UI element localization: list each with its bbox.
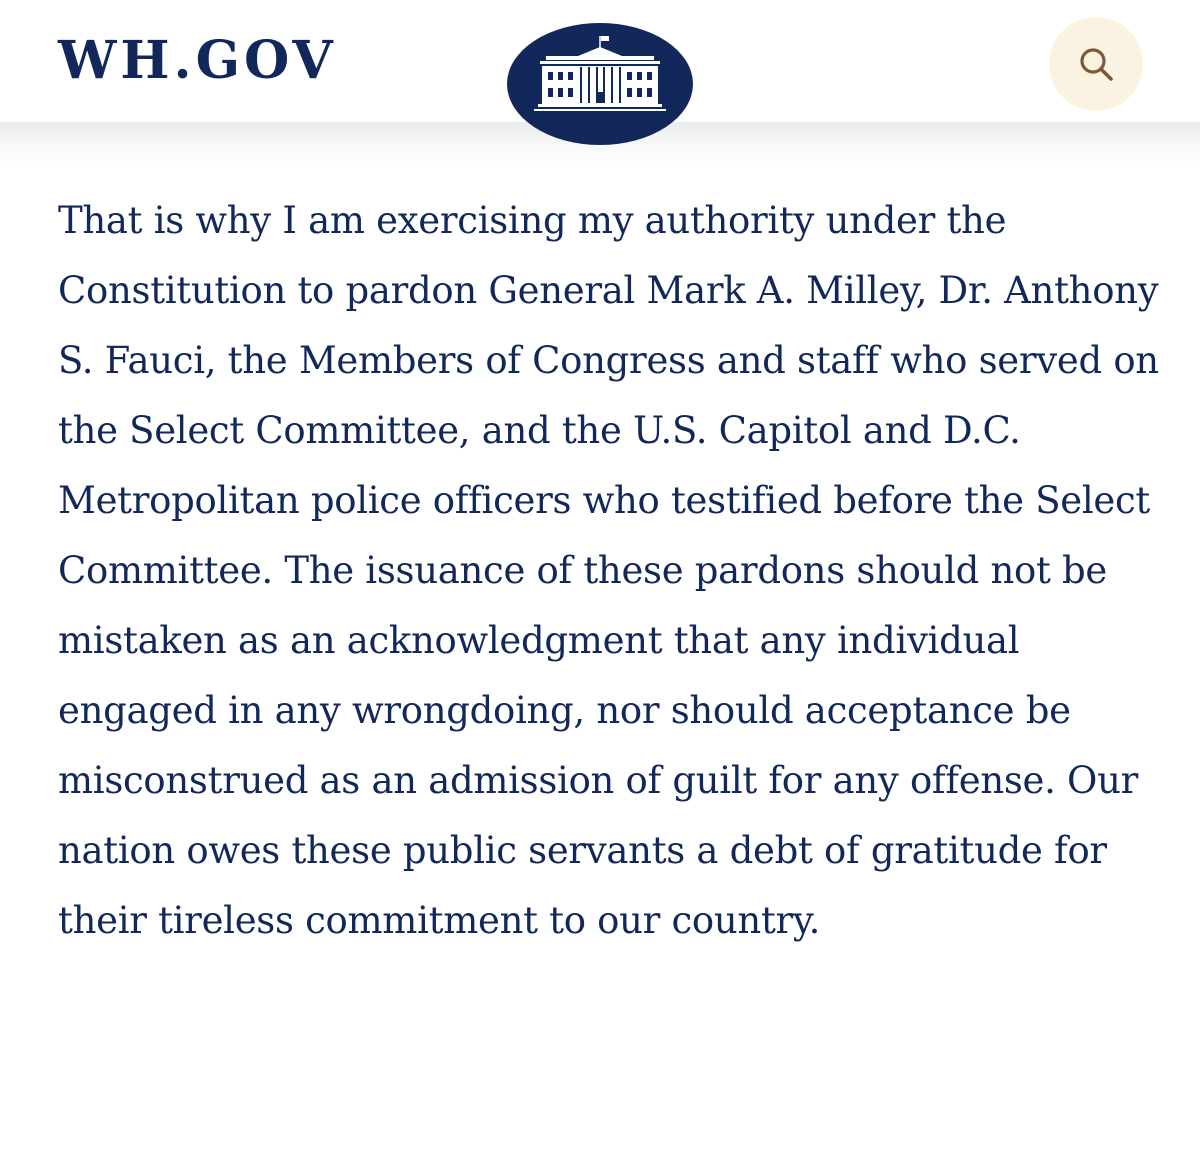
search-button[interactable] xyxy=(1049,17,1143,111)
site-logo-link[interactable]: WH.GOV xyxy=(58,30,337,91)
white-house-seal-icon[interactable] xyxy=(506,22,694,146)
article-content xyxy=(58,186,1168,956)
article-paragraph: That is why I am exercising my authority under the Constitution to pardon General Mark A. Milley, Dr. Anthony S. Fauci, the Members of Congress and staff who served on the Select Committee, and the U.S. Capitol and D.C. Metropolitan police officers who testified before the Select Committee. The issuance of these pardons should not be mistaken as an acknowledgment that any individual engaged in any wrongdoing, nor should acceptance be misconstrued as an admission of guilt for any offense. Our nation owes these public servants a debt of gratitude for their tireless commitment to our country. xyxy=(58,199,1159,942)
search-icon xyxy=(1076,44,1116,84)
